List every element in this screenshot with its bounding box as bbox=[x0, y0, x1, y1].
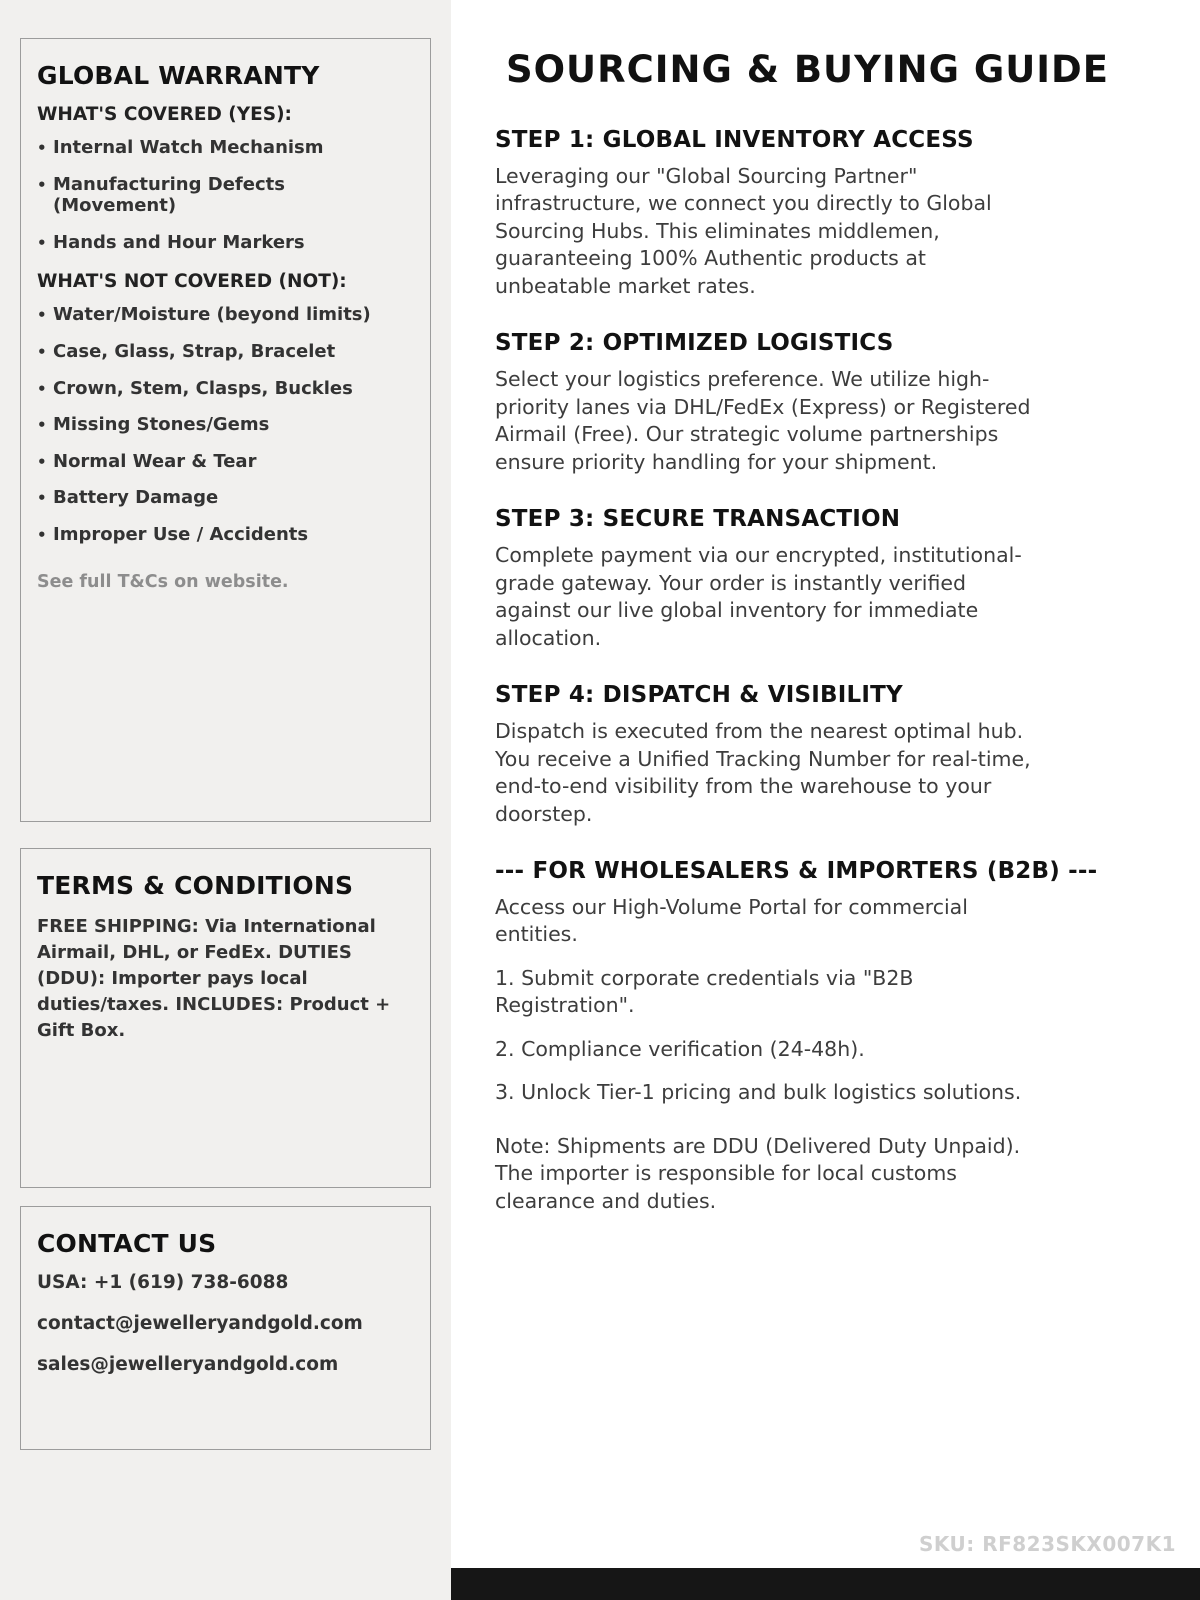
warranty-title: GLOBAL WARRANTY bbox=[37, 61, 320, 90]
terms-title: TERMS & CONDITIONS bbox=[37, 871, 354, 900]
contact-title: CONTACT US bbox=[37, 1229, 217, 1258]
step-4-heading: STEP 4: DISPATCH & VISIBILITY bbox=[495, 682, 903, 709]
not-covered-list bbox=[37, 304, 414, 545]
list-item: • Manufacturing Defects (Movement) bbox=[37, 174, 414, 217]
sku-label: SKU: RF823SKX007K1 bbox=[918, 1532, 1176, 1556]
contact-phone: USA: +1 (619) 738-6088 bbox=[37, 1272, 289, 1293]
b2b-section bbox=[495, 858, 1120, 1215]
step-2 bbox=[495, 330, 1120, 476]
step-2-heading: STEP 2: OPTIMIZED LOGISTICS bbox=[495, 330, 894, 357]
list-item: • Hands and Hour Markers bbox=[37, 232, 414, 254]
step-4 bbox=[495, 682, 1120, 828]
step-3 bbox=[495, 506, 1120, 652]
terms-box bbox=[20, 848, 431, 1188]
b2b-item-1: 1. Submit corporate credentials via "B2B Registration". bbox=[495, 965, 914, 1018]
step-3-heading: STEP 3: SECURE TRANSACTION bbox=[495, 506, 901, 533]
covered-list bbox=[37, 137, 414, 253]
list-item: • Improper Use / Accidents bbox=[37, 524, 414, 546]
list-item: • Missing Stones/Gems bbox=[37, 414, 414, 436]
not-covered-heading: WHAT'S NOT COVERED (NOT): bbox=[37, 271, 347, 293]
step-1 bbox=[495, 127, 1120, 300]
covered-heading: WHAT'S COVERED (YES): bbox=[37, 104, 292, 125]
warranty-footnote: See full T&Cs on website. bbox=[37, 571, 289, 592]
footer-bar bbox=[451, 1568, 1200, 1600]
b2b-heading: --- FOR WHOLESALERS & IMPORTERS (B2B) --- bbox=[495, 857, 1098, 884]
contact-email-primary: contact@jewelleryandgold.com bbox=[37, 1313, 363, 1334]
step-4-body: Dispatch is executed from the nearest optimal hub. You receive a Unified Tracking Number for real-time, end-to-end visibility from the warehouse to your doorstep. bbox=[495, 719, 1031, 826]
terms-body: FREE SHIPPING: Via International Airmail, DHL, or FedEx. DUTIES (DDU): Importer pays local duties/taxes. INCLUDES: Product + Gift Box. bbox=[37, 916, 391, 1042]
contact-email-sales: sales@jewelleryandgold.com bbox=[37, 1354, 339, 1375]
b2b-item-3: 3. Unlock Tier-1 pricing and bulk logistics solutions. bbox=[495, 1080, 1022, 1105]
b2b-note: Note: Shipments are DDU (Delivered Duty Unpaid). The importer is responsible for local customs clearance and duties. bbox=[495, 1133, 1021, 1213]
list-item: • Case, Glass, Strap, Bracelet bbox=[37, 341, 414, 363]
list-item: • Water/Moisture (beyond limits) bbox=[37, 304, 414, 326]
step-2-body: Select your logistics preference. We utilize high-priority lanes via DHL/FedEx (Express) or Registered Airmail (Free). Our strategic volume partnerships ensure priority handling for your shipment. bbox=[495, 367, 1031, 474]
sidebar bbox=[0, 0, 451, 1600]
step-1-heading: STEP 1: GLOBAL INVENTORY ACCESS bbox=[495, 127, 974, 153]
step-3-body: Complete payment via our encrypted, institutional-grade gateway. Your order is instantly verified against our live global inventory for immediate allocation. bbox=[495, 543, 1022, 650]
b2b-item-2: 2. Compliance verification (24-48h). bbox=[495, 1036, 865, 1061]
contact-box bbox=[20, 1206, 431, 1450]
list-item: • Internal Watch Mechanism bbox=[37, 137, 414, 159]
main-content bbox=[451, 0, 1200, 1600]
b2b-intro: Access our High-Volume Portal for commercial entities. bbox=[495, 894, 968, 947]
list-item: • Battery Damage bbox=[37, 487, 414, 509]
list-item: • Crown, Stem, Clasps, Buckles bbox=[37, 378, 414, 400]
step-1-body: Leveraging our "Global Sourcing Partner" infrastructure, we connect you directly to Global Sourcing Hubs. This eliminates middlemen, guaranteeing 100% Authentic products at unbeatable market rates. bbox=[495, 164, 992, 298]
page-title: SOURCING & BUYING GUIDE bbox=[505, 48, 1110, 91]
list-item: • Normal Wear & Tear bbox=[37, 451, 414, 473]
warranty-box bbox=[20, 38, 431, 822]
